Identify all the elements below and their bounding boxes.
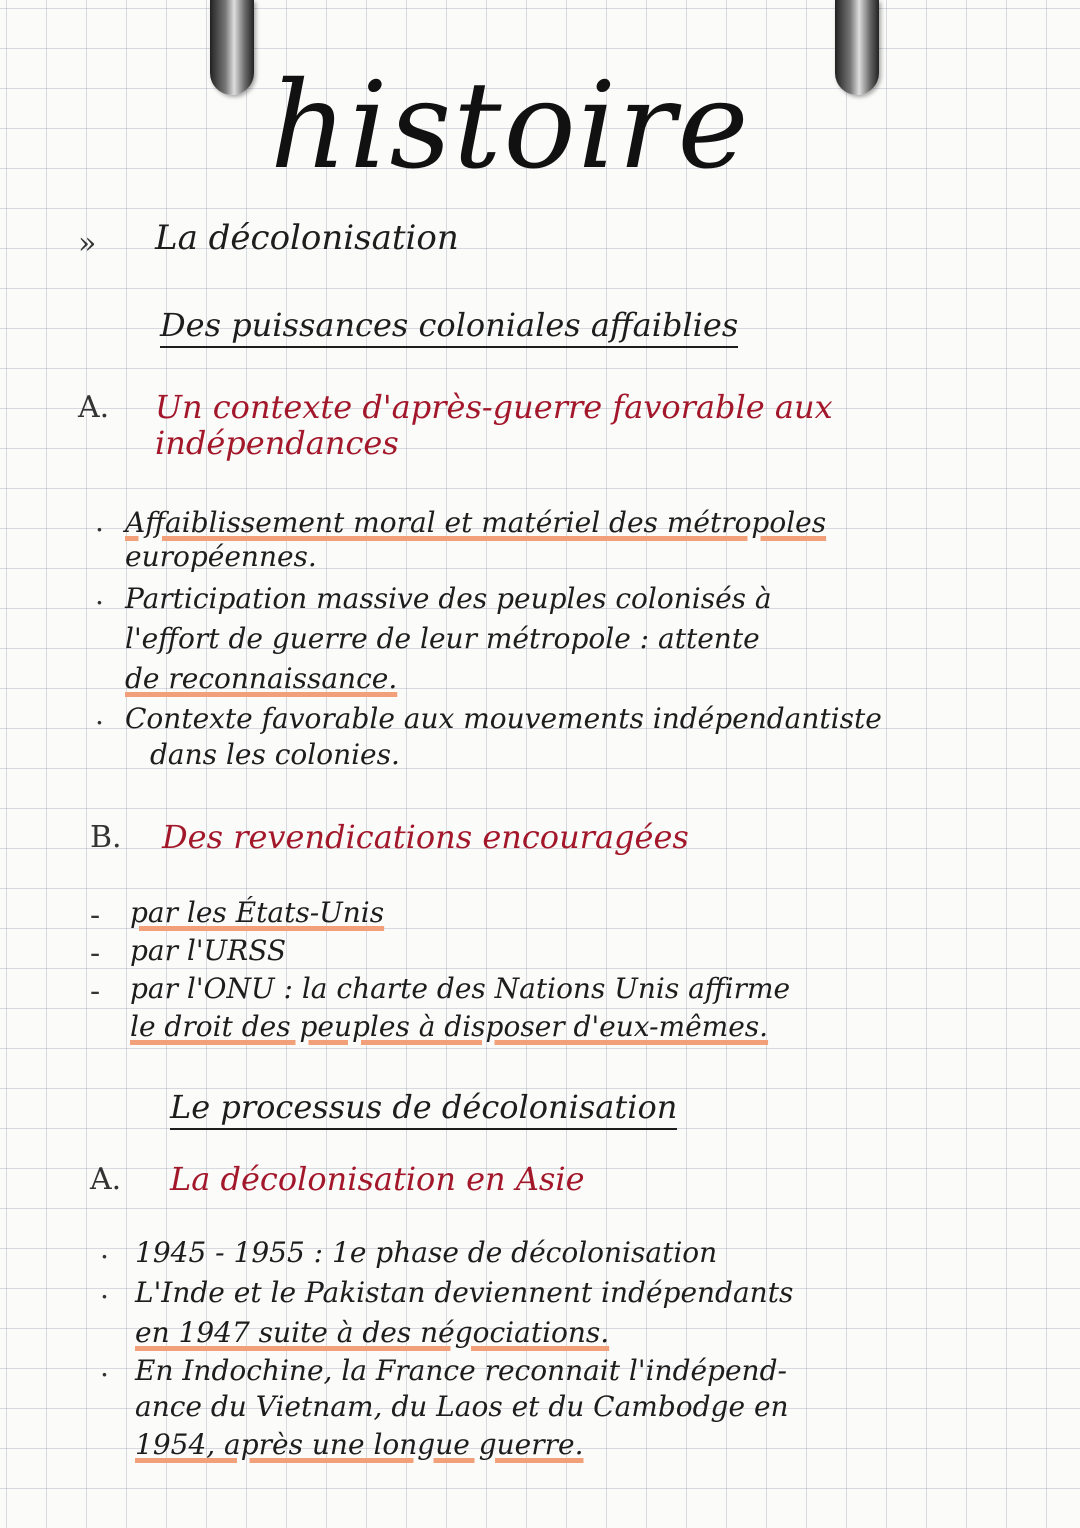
subsection-title-1b: Des revendications encouragées	[162, 818, 689, 856]
subsection-marker-1b: B.	[90, 820, 122, 855]
list-item-line: par l'ONU : la charte des Nations Unis affirme	[130, 972, 791, 1005]
list-item-line: Affaiblissement moral et matériel des métropoles	[125, 506, 827, 539]
list-item-line: européennes.	[125, 540, 317, 573]
list-item-line: En Indochine, la France reconnait l'indépend-	[135, 1354, 787, 1387]
list-item-line: par l'URSS	[130, 934, 287, 967]
subsection-marker-2a: A.	[90, 1162, 122, 1197]
chapter-title: La décolonisation	[155, 218, 459, 258]
bullet-marker: .	[95, 578, 104, 611]
page-title: histoire	[270, 57, 751, 196]
chapter-arrow-icon: »	[78, 226, 97, 261]
binder-ring-left	[210, 0, 254, 95]
list-item-line: Contexte favorable aux mouvements indépendantiste	[125, 702, 882, 735]
list-item-line: Participation massive des peuples colonisés à	[125, 582, 772, 615]
section-heading-2: Le processus de décolonisation	[170, 1088, 677, 1130]
subsection-marker-1a: A.	[78, 390, 110, 425]
list-item-line: de reconnaissance.	[125, 662, 398, 695]
bullet-marker: .	[95, 505, 104, 538]
list-item-line: l'effort de guerre de leur métropole : attente	[125, 622, 760, 655]
subsection-title-2a: La décolonisation en Asie	[170, 1160, 585, 1198]
dash-marker: -	[90, 898, 101, 933]
bullet-marker: .	[100, 1350, 109, 1383]
bullet-marker: .	[100, 1232, 109, 1265]
bullet-marker: .	[95, 698, 104, 731]
list-item-line: par les États-Unis	[130, 896, 385, 929]
list-item-line: L'Inde et le Pakistan deviennent indépendants	[135, 1276, 794, 1309]
list-item-line: 1954, après une longue guerre.	[135, 1428, 584, 1461]
subsection-title-1a-cont: indépendances	[155, 424, 399, 462]
list-item-line: 1945 - 1955 : 1e phase de décolonisation	[135, 1236, 718, 1269]
list-item-line: ance du Vietnam, du Laos et du Cambodge en	[135, 1390, 789, 1423]
binder-ring-right	[835, 0, 879, 95]
dash-marker: -	[90, 974, 101, 1009]
subsection-title-1a: Un contexte d'après-guerre favorable aux	[155, 388, 833, 426]
section-heading-1: Des puissances coloniales affaiblies	[160, 306, 738, 348]
list-item-line: en 1947 suite à des négociations.	[135, 1316, 610, 1349]
list-item-line: dans les colonies.	[150, 738, 400, 771]
bullet-marker: .	[100, 1272, 109, 1305]
list-item-line: le droit des peuples à disposer d'eux-mêmes.	[130, 1010, 769, 1043]
dash-marker: -	[90, 936, 101, 971]
